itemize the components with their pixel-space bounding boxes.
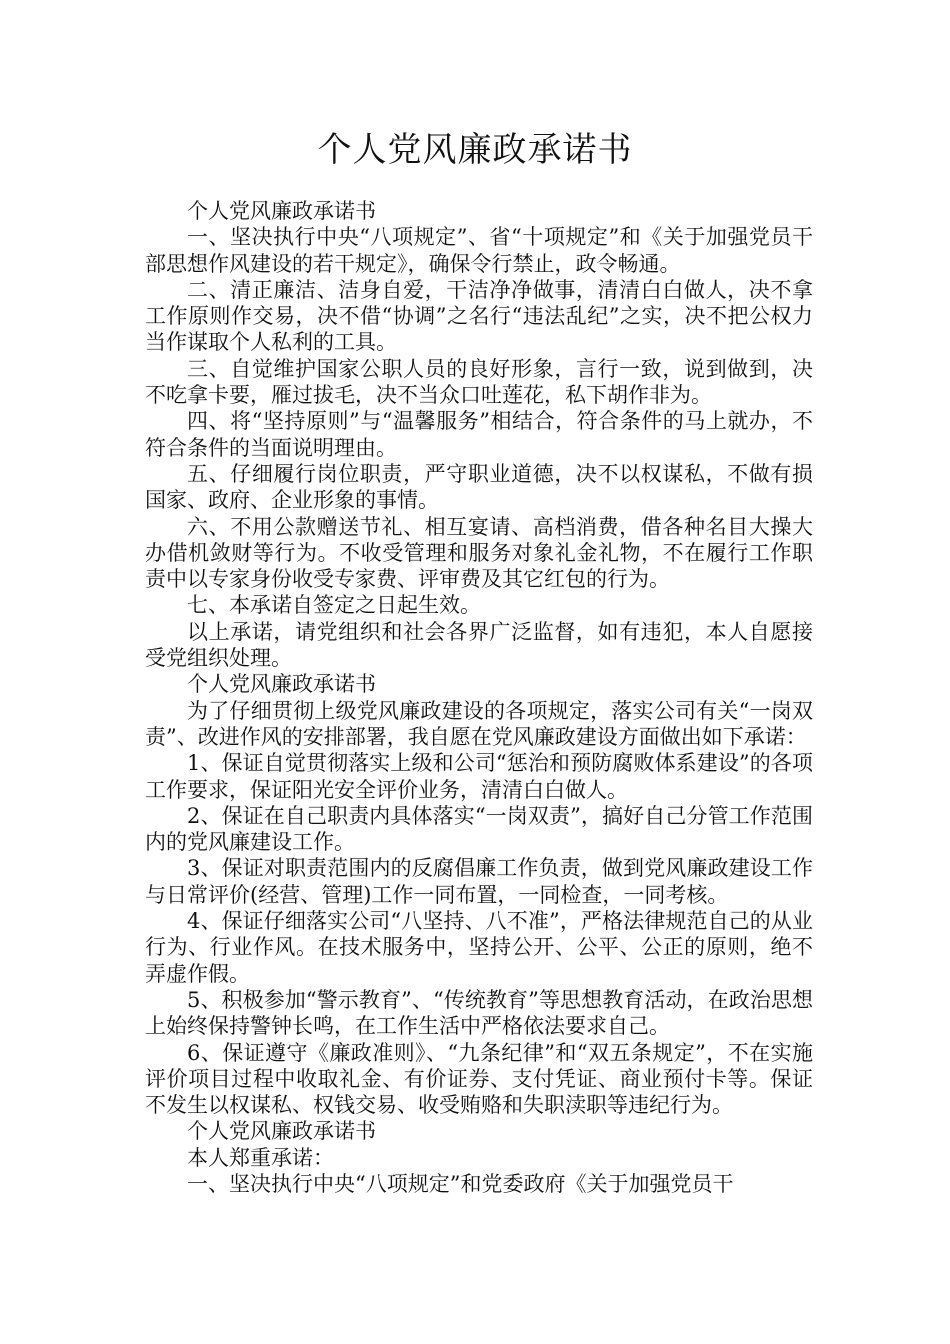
paragraph: 一、坚决执行中央“八项规定”和党委政府《关于加强党员干 [187,1171,734,1196]
paragraph: 2、保证在自己职责内具体落实“一岗双责”，搞好自己分管工作范围内的党风廉建设工作。 [145,803,813,855]
paragraph: 6、保证遵守《廉政准则》、“九条纪律”和“双五条规定”，不在实施评价项目过程中收取礼金、有价证券、支付凭证、商业预付卡等。保证不发生以权谋私、权钱交易、收受贿赂和失职渎职等违纪行为。 [145,1040,813,1118]
paragraph: 4、保证仔细落实公司“八坚持、八不准”，严格法律规范自己的从业行为、行业作风。在技术服务中，坚持公开、公平、公正的原则，绝不弄虚作假。 [145,909,813,986]
paragraph: 六、不用公款赠送节礼、相互宴请、高档消费，借各种名目大操大办借机敛财等行为。不收受管理和服务对象礼金礼物，不在履行工作职责中以专家身份收受专家费、评审费及其它红包的行为。 [145,514,813,592]
paragraph: 三、自觉维护国家公职人员的良好形象，言行一致，说到做到，决不吃拿卡要，雁过拔毛，决不当众口吐莲花，私下胡作非为。 [145,356,813,408]
paragraph: 为了仔细贯彻上级党风廉政建设的各项规定，落实公司有关“一岗双责”、改进作风的安排部署，我自愿在党风廉政建设方面做出如下承诺： [145,698,813,749]
paragraph: 1、保证自觉贯彻落实上级和公司“惩治和预防腐败体系建设”的各项工作要求，保证阳光安全评价业务，清清白白做人。 [145,751,813,802]
document-body [145,198,813,1197]
paragraph: 五、仔细履行岗位职责，严守职业道德，决不以权谋私，不做有损国家、政府、企业形象的事情。 [145,461,813,513]
document-title: 个人党风廉政承诺书 [317,130,633,170]
paragraph: 个人党风廉政承诺书 [187,199,376,223]
paragraph: 以上承诺，请党组织和社会各界广泛监督，如有违犯，本人自愿接受党组织处理。 [145,619,813,671]
paragraph: 二、清正廉洁、洁身自爱，干洁净净做事，清清白白做人，决不拿工作原则作交易，决不借“协调”之名行“违法乱纪”之实，决不把公权力当作谋取个人私利的工具。 [145,277,813,355]
paragraph: 3、保证对职责范围内的反腐倡廉工作负责，做到党风廉政建设工作与日常评价(经营、管理)工作一同布置，一同检查，一同考核。 [145,856,813,907]
paragraph: 个人党风廉政承诺书 [187,672,376,697]
paragraph: 四、将“坚持原则”与“温馨服务”相结合，符合条件的马上就办，不符合条件的当面说明理由。 [145,409,813,460]
paragraph: 个人党风廉政承诺书 [187,1119,376,1144]
paragraph: 本人郑重承诺： [187,1145,334,1170]
paragraph: 一、坚决执行中央“八项规定”、省“十项规定”和《关于加强党员干部思想作风建设的若干规定》，确保令行禁止，政令畅通。 [145,225,813,276]
paragraph: 七、本承诺自签定之日起生效。 [187,593,481,618]
paragraph: 5、积极参加“警示教育”、“传统教育”等思想教育活动，在政治思想上始终保持警钟长鸣，在工作生活中严格依法要求自己。 [145,987,813,1039]
